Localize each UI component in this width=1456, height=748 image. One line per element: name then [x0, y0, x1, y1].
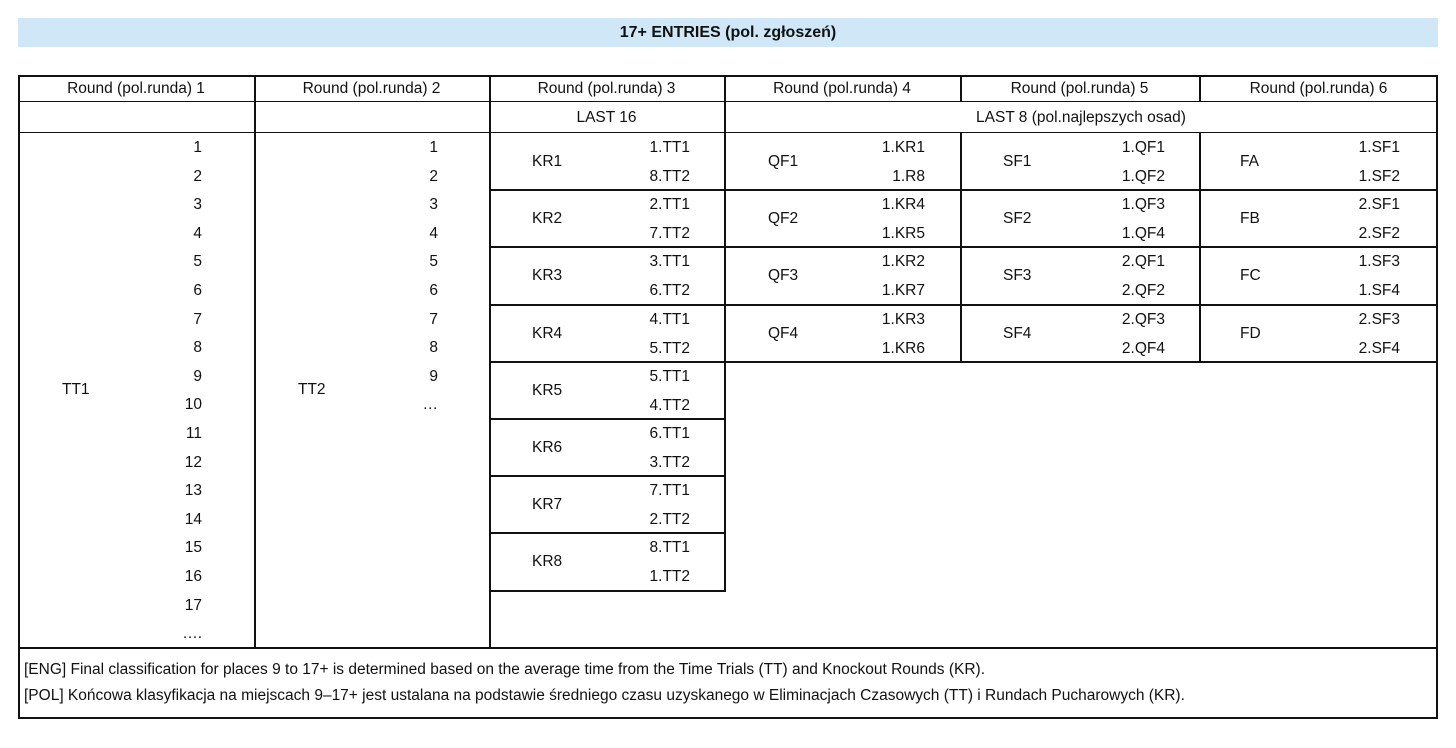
sf-entry-a: 1.QF3 [1121, 196, 1165, 214]
kr-entry-a: 7.TT1 [649, 482, 690, 500]
round1-place: 2 [193, 167, 202, 185]
kr-match-name: KR2 [532, 210, 563, 228]
final-entry-a: 2.SF1 [1358, 196, 1400, 214]
col-divider-3-header [724, 75, 726, 132]
round2-place: 4 [429, 224, 438, 242]
final-col-divider [1199, 132, 1201, 363]
notes-divider [18, 647, 1438, 649]
round2-place: 3 [429, 196, 438, 214]
final-match-name: FC [1240, 267, 1261, 285]
qf-entry-b: 1.R8 [892, 168, 925, 185]
qf-match-name: QF2 [768, 210, 799, 228]
qf-entry-a: 1.KR4 [881, 196, 925, 214]
final-box-divider [1199, 304, 1438, 306]
round1-group-label: TT1 [62, 381, 90, 398]
round1-place: 8 [193, 339, 202, 357]
final-entry-a: 2.SF3 [1358, 310, 1400, 328]
header-round-6: Round (pol.runda) 6 [1249, 80, 1388, 97]
sf-box-divider [960, 189, 1199, 191]
qf-entry-a: 1.KR1 [881, 139, 925, 156]
round2-place: 9 [429, 367, 438, 385]
final-entry-b: 2.SF2 [1358, 225, 1400, 243]
qf-entry-b: 1.KR7 [881, 282, 925, 300]
note-eng: [ENG] Final classification for places 9 to 17+ is determined based on the average time from the Time Trials (TT) and Knockout Rounds (KR). [24, 661, 985, 678]
round1-place: 13 [184, 482, 202, 500]
table-border-right [1436, 75, 1438, 719]
round1-place: 12 [184, 453, 202, 471]
header-round-1: Round (pol.runda) 1 [67, 80, 205, 97]
round2-place: 6 [429, 282, 438, 299]
final-entry-b: 1.SF2 [1358, 168, 1400, 185]
table-border-left [18, 75, 20, 719]
round1-place: 14 [184, 510, 202, 528]
page-title: 17+ ENTRIES (pol. zgłoszeń) [619, 24, 837, 41]
sf-entry-b: 1.QF2 [1121, 168, 1165, 185]
stage-last16: LAST 16 [576, 109, 637, 126]
final-match-name: FA [1240, 153, 1259, 170]
note-pol: [POL] Końcowa klasyfikacja na miejscach 9–17+ jest ustalana na podstawie średniego czasu uzyskanego w Eliminacjach Czasowych (TT) i Rundach Pucharowych (KR). [24, 687, 1185, 704]
kr-entry-a: 4.TT1 [649, 310, 690, 328]
qf-entry-a: 1.KR3 [881, 310, 925, 328]
sf-entry-b: 1.QF4 [1121, 225, 1165, 243]
round2-place: 8 [429, 339, 438, 357]
round1-place: …. [182, 625, 202, 643]
kr-entry-b: 6.TT2 [649, 282, 690, 300]
round1-place: 1 [193, 139, 202, 156]
qf-box-divider [724, 189, 960, 191]
sf-match-name: SF1 [1003, 153, 1032, 170]
kr-entry-b: 7.TT2 [649, 225, 690, 243]
stage-row-divider [18, 132, 1438, 133]
kr-box-bottom [489, 590, 725, 592]
kr-box-divider [489, 418, 725, 420]
banner-tab-decoration [1202, 28, 1318, 31]
round2-place: 5 [429, 253, 438, 271]
kr-match-name: KR1 [532, 153, 563, 170]
qf-match-name: QF3 [768, 267, 799, 285]
kr-box-divider [489, 361, 725, 363]
bracket-table [18, 75, 1438, 719]
kr-box-divider [489, 246, 725, 248]
title-banner [18, 18, 1438, 47]
final-box-divider [1199, 246, 1438, 248]
kr-box-divider [489, 304, 725, 306]
header-round-5: Round (pol.runda) 5 [1010, 80, 1149, 97]
round1-place: 10 [184, 396, 202, 414]
final-entry-a: 1.SF1 [1358, 139, 1400, 156]
kr-entry-b: 2.TT2 [649, 511, 690, 529]
kr-match-name: KR4 [532, 324, 563, 342]
round2-place: 7 [429, 310, 438, 328]
kr-match-name: KR7 [532, 496, 563, 514]
sf-match-name: SF4 [1003, 324, 1032, 342]
stage-last8: LAST 8 (pol.najlepszych osad) [976, 109, 1186, 126]
qf-match-name: QF1 [768, 153, 799, 170]
final-entry-b: 2.SF4 [1358, 339, 1400, 357]
round1-place: 7 [193, 310, 202, 328]
sf-entry-b: 2.QF4 [1121, 339, 1165, 357]
round1-place: 16 [184, 568, 202, 585]
round1-place: 17 [184, 596, 202, 614]
kr-entry-b: 4.TT2 [649, 396, 690, 414]
final-match-name: FB [1240, 210, 1260, 228]
round1-place: 3 [193, 196, 202, 214]
kr-entry-b: 5.TT2 [649, 339, 690, 357]
final-entry-b: 1.SF4 [1358, 282, 1400, 300]
final-box-divider [1199, 189, 1438, 191]
round1-place: 4 [193, 224, 202, 242]
qf-entry-a: 1.KR2 [881, 253, 925, 271]
sf-box-divider [960, 246, 1199, 248]
final-match-name: FD [1240, 324, 1261, 342]
round1-place: 11 [185, 425, 202, 442]
qf-box-divider [724, 246, 960, 248]
qf-match-name: QF4 [768, 324, 799, 342]
kr-match-name: KR8 [532, 553, 563, 571]
kr-box-divider [489, 475, 725, 477]
round2-place: 2 [429, 167, 438, 185]
header-row-divider [18, 101, 1438, 102]
kr-entry-a: 5.TT1 [649, 367, 690, 385]
kr-match-name: KR5 [532, 381, 563, 399]
kr-entry-b: 8.TT2 [649, 168, 690, 185]
round1-place: 5 [193, 253, 202, 271]
final-entry-a: 1.SF3 [1358, 253, 1400, 271]
sf-col-divider [960, 132, 962, 363]
qf-entry-b: 1.KR5 [881, 225, 925, 243]
table-border-bottom [18, 717, 1438, 719]
kr-match-name: KR6 [532, 439, 563, 456]
sf-entry-b: 2.QF2 [1121, 282, 1165, 300]
kr-match-name: KR3 [532, 267, 563, 285]
col-divider-5-header [1199, 75, 1201, 102]
sf-match-name: SF3 [1003, 267, 1032, 285]
kr-box-divider [489, 189, 725, 191]
round1-place: 9 [193, 367, 202, 385]
header-round-3: Round (pol.runda) 3 [537, 80, 676, 97]
kr-entry-b: 1.TT2 [649, 568, 690, 586]
sf-entry-a: 2.QF1 [1121, 253, 1165, 271]
round1-place: 6 [193, 282, 202, 299]
round1-place: 15 [184, 539, 202, 557]
col-divider-4-header [960, 75, 962, 102]
header-round-4: Round (pol.runda) 4 [773, 80, 911, 97]
sf-entry-a: 2.QF3 [1121, 310, 1165, 328]
qf-box-divider [724, 304, 960, 306]
kr-entry-b: 3.TT2 [649, 454, 690, 471]
kr-entry-a: 3.TT1 [649, 253, 690, 271]
round2-place: 1 [429, 139, 438, 156]
kr-box-divider [489, 532, 725, 534]
kr-entry-a: 6.TT1 [649, 425, 690, 442]
sf-match-name: SF2 [1003, 210, 1032, 228]
round2-place: … [422, 396, 438, 414]
qf-entry-b: 1.KR6 [881, 339, 925, 357]
kr-entry-a: 8.TT1 [649, 539, 690, 557]
sf-box-divider [960, 304, 1199, 306]
col-divider-1 [254, 75, 256, 647]
header-round-2: Round (pol.runda) 2 [302, 80, 441, 97]
kr-entry-a: 1.TT1 [649, 139, 690, 156]
table-border-top [18, 75, 1438, 77]
last8-box-bottom [724, 361, 1438, 363]
kr-entry-a: 2.TT1 [649, 196, 690, 214]
sf-entry-a: 1.QF1 [1121, 139, 1165, 156]
round2-group-label: TT2 [298, 381, 326, 398]
